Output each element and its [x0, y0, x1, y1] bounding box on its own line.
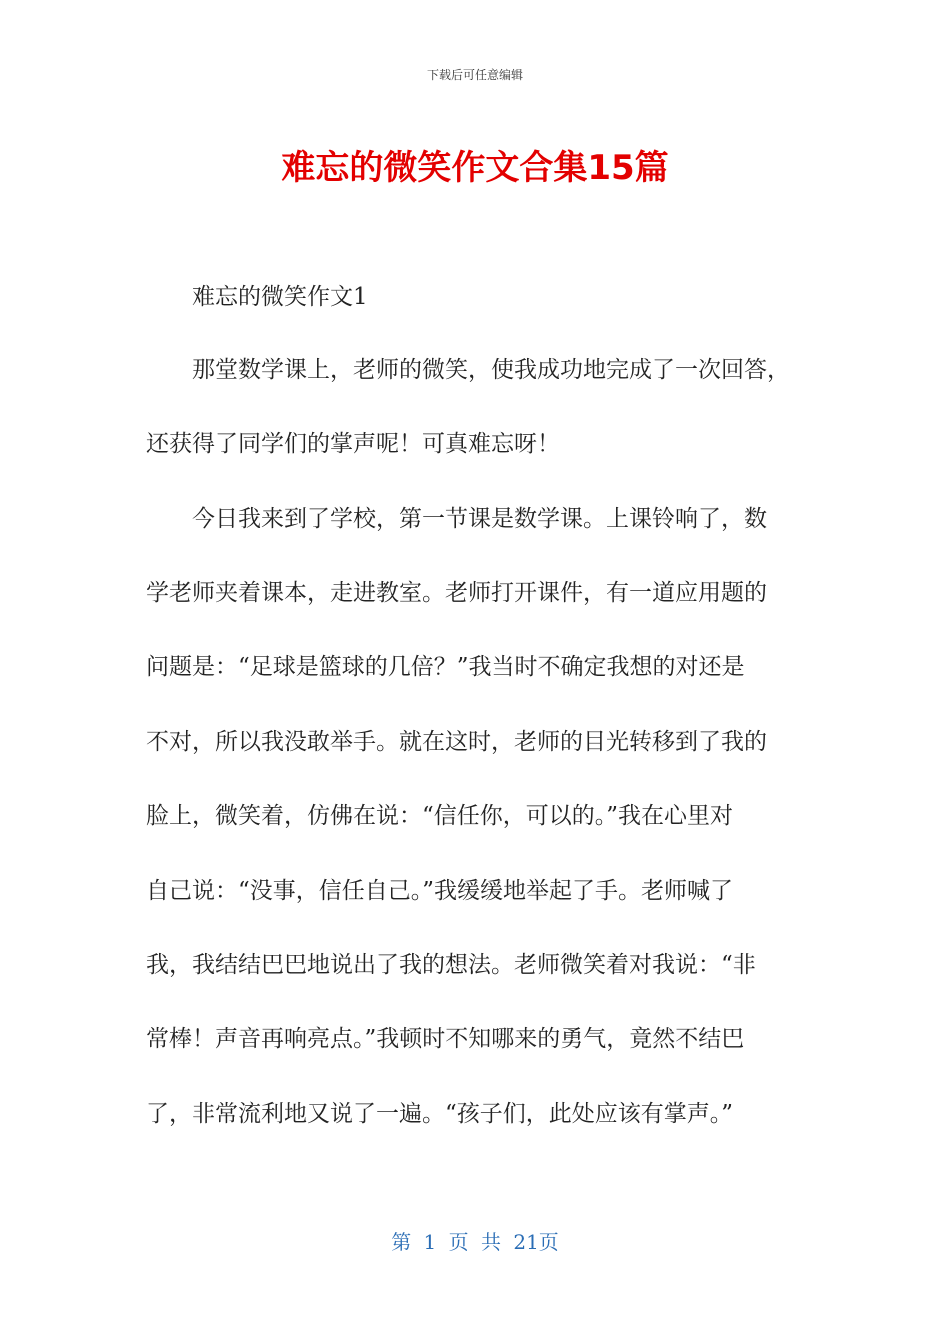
paragraph-line: 了，非常流利地又说了一遍。“孩子们，此处应该有掌声。”: [146, 1101, 734, 1127]
section-heading: 难忘的微笑作文1: [192, 284, 368, 310]
paragraph-line: 问题是：“足球是篮球的几倍？”我当时不确定我想的对还是: [146, 654, 745, 680]
paragraph-line: 脸上，微笑着，仿佛在说：“信任你，可以的。”我在心里对: [146, 803, 734, 829]
paragraph-line: 学老师夹着课本，走进教室。老师打开课件，有一道应用题的: [146, 580, 767, 606]
paragraph-line: 不对，所以我没敢举手。就在这时，老师的目光转移到了我的: [146, 729, 767, 755]
document-title: 难忘的微笑作文合集15篇: [281, 148, 669, 188]
paragraph-line: 我，我结结巴巴地说出了我的想法。老师微笑着对我说：“非: [146, 952, 756, 978]
paragraph-line: 常棒！声音再响亮点。”我顿时不知哪来的勇气，竟然不结巴: [146, 1026, 745, 1052]
paragraph-line: 那堂数学课上，老师的微笑，使我成功地完成了一次回答，: [192, 357, 790, 383]
header-note: 下载后可任意编辑: [426, 68, 523, 82]
paragraph-line: 今日我来到了学校，第一节课是数学课。上课铃响了，数: [192, 506, 767, 532]
paragraph-line: 还获得了同学们的掌声呢！可真难忘呀！: [146, 431, 560, 457]
paragraph-line: 自己说：“没事，信任自己。”我缓缓地举起了手。老师喊了: [146, 878, 734, 904]
page-indicator: 第 1 页 共 21页: [391, 1230, 559, 1254]
